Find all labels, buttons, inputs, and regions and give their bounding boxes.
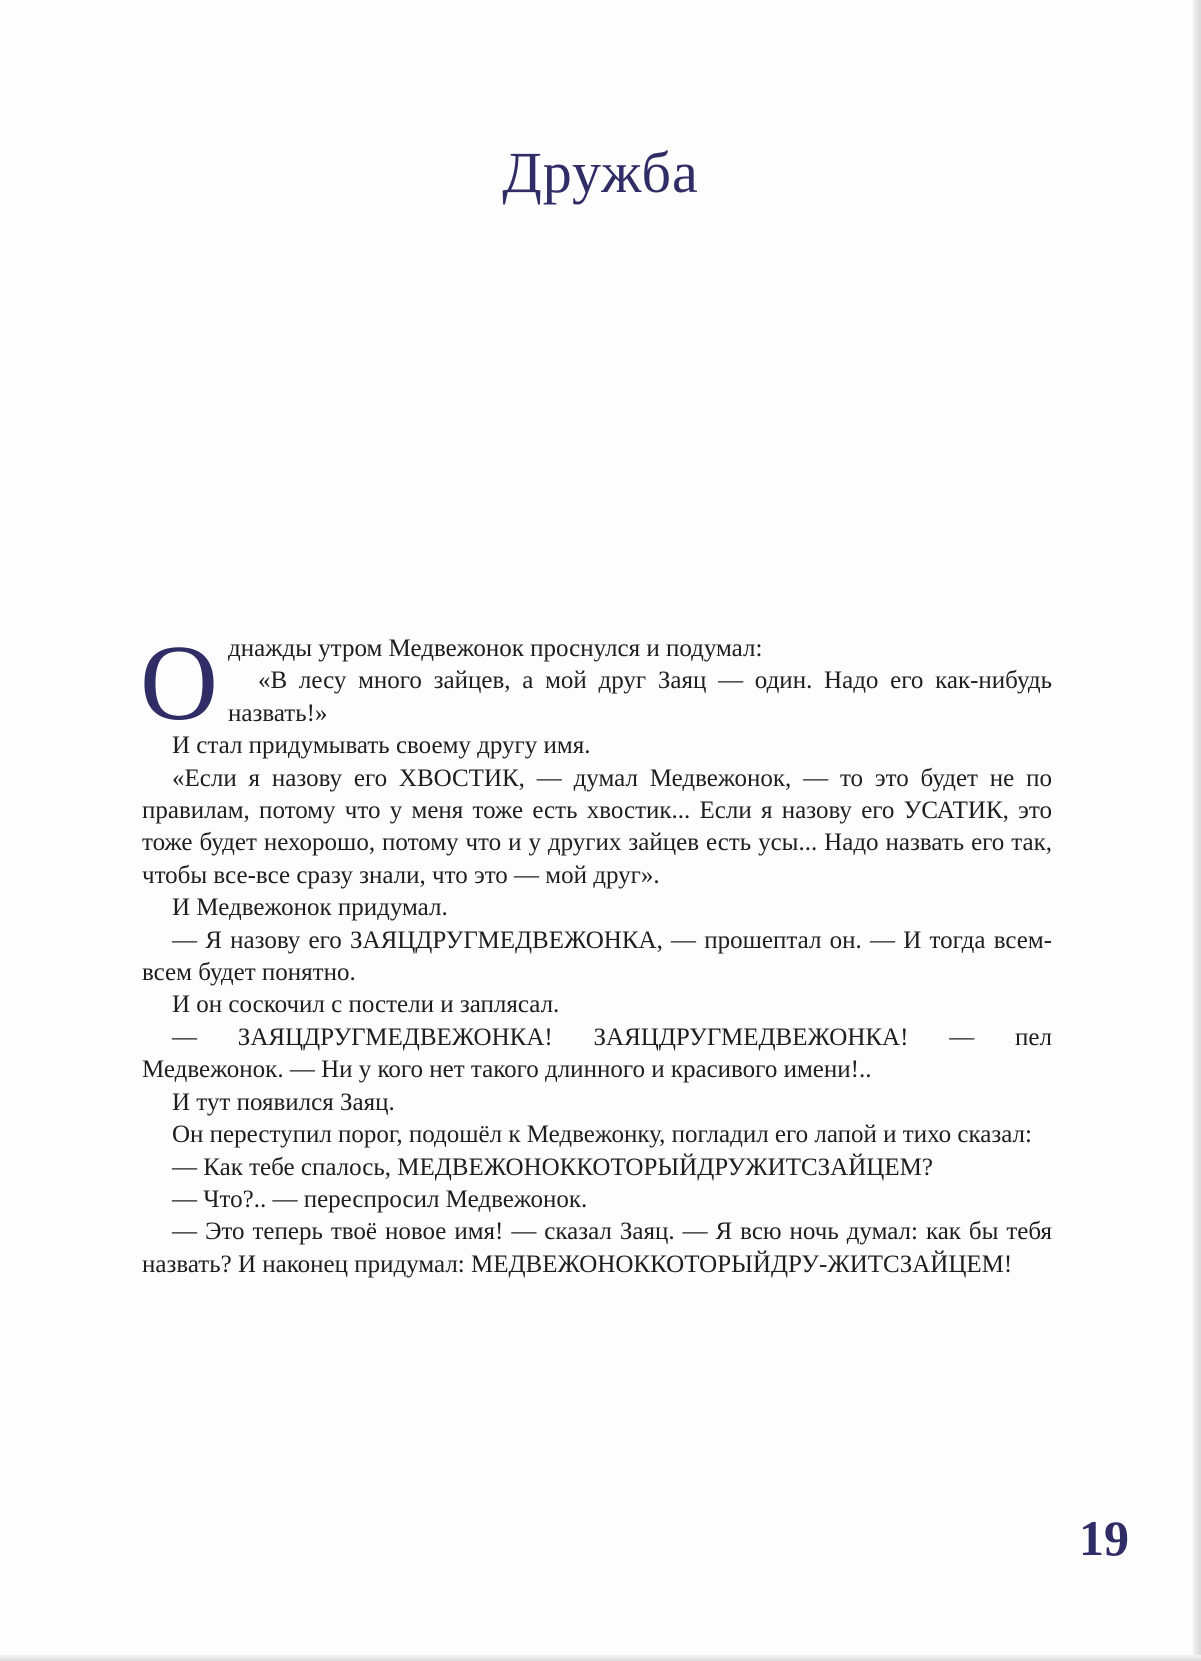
story-text bbox=[140, 624, 1052, 1281]
paragraph-5: И Медвежонок придумал. bbox=[172, 894, 448, 922]
first-paragraph-block bbox=[140, 624, 1052, 743]
paragraph-4: «Если я назову его ХВОСТИК, — думал Медвежонок, — то это будет не по правилам, потому что у меня тоже есть хвостик... Если я назову его УСАТИК, это тоже будет нехорошо, потому что и у других зайцев есть усы... Надо назвать его так, чтобы все-все сразу знали, что это — мой друг». bbox=[142, 764, 1052, 889]
paragraph-3: И стал придумывать своему другу имя. bbox=[172, 732, 591, 760]
page-bottom-shadow bbox=[0, 1655, 1201, 1661]
page-number: 19 bbox=[1079, 1510, 1129, 1566]
paragraph-2 bbox=[142, 665, 1052, 730]
paragraph-10: Он переступил порог, подошёл к Медвежонку, погладил его лапой и тихо сказал: bbox=[172, 1121, 1032, 1149]
paragraph-9: И тут появился Заяц. bbox=[172, 1088, 395, 1116]
paragraph-8: — ЗАЯЦДРУГМЕДВЕЖОНКА! ЗАЯЦДРУГМЕДВЕЖОНКА! — пел Медвежонок. — Ни у кого нет такого длинного и красивого имени!.. bbox=[142, 1023, 1052, 1084]
paragraph-13: — Это теперь твоё новое имя! — сказал Заяц. — Я всю ночь думал: как бы тебя назвать? И наконец придумал: МЕДВЕЖОНОККОТОРЫЙДРУ-ЖИТСЗАЙЦЕМ! bbox=[142, 1218, 1052, 1278]
paragraph-11: — Как тебе спалось, МЕДВЕЖОНОККОТОРЫЙДРУЖИТСЗАЙЦЕМ? bbox=[172, 1153, 933, 1181]
paragraph-1: днажды утром Медвежонок проснулся и подумал: bbox=[228, 635, 763, 662]
paragraph-7: И он соскочил с постели и заплясал. bbox=[172, 991, 560, 1019]
page-edge-shadow bbox=[1193, 0, 1201, 1661]
paragraph-6: — Я назову его ЗАЯЦДРУГМЕДВЕЖОНКА, — прошептал он. — И тогда всем-всем будет понятно. bbox=[142, 926, 1052, 987]
page-title: Дружба bbox=[502, 140, 699, 205]
paragraph-2-text: «В лесу много зайцев, а мой друг Заяц — один. Надо его как-нибудь назвать!» bbox=[228, 667, 1052, 727]
drop-cap-letter: О bbox=[140, 624, 218, 743]
paragraph-12: — Что?.. — переспросил Медвежонок. bbox=[172, 1185, 588, 1213]
